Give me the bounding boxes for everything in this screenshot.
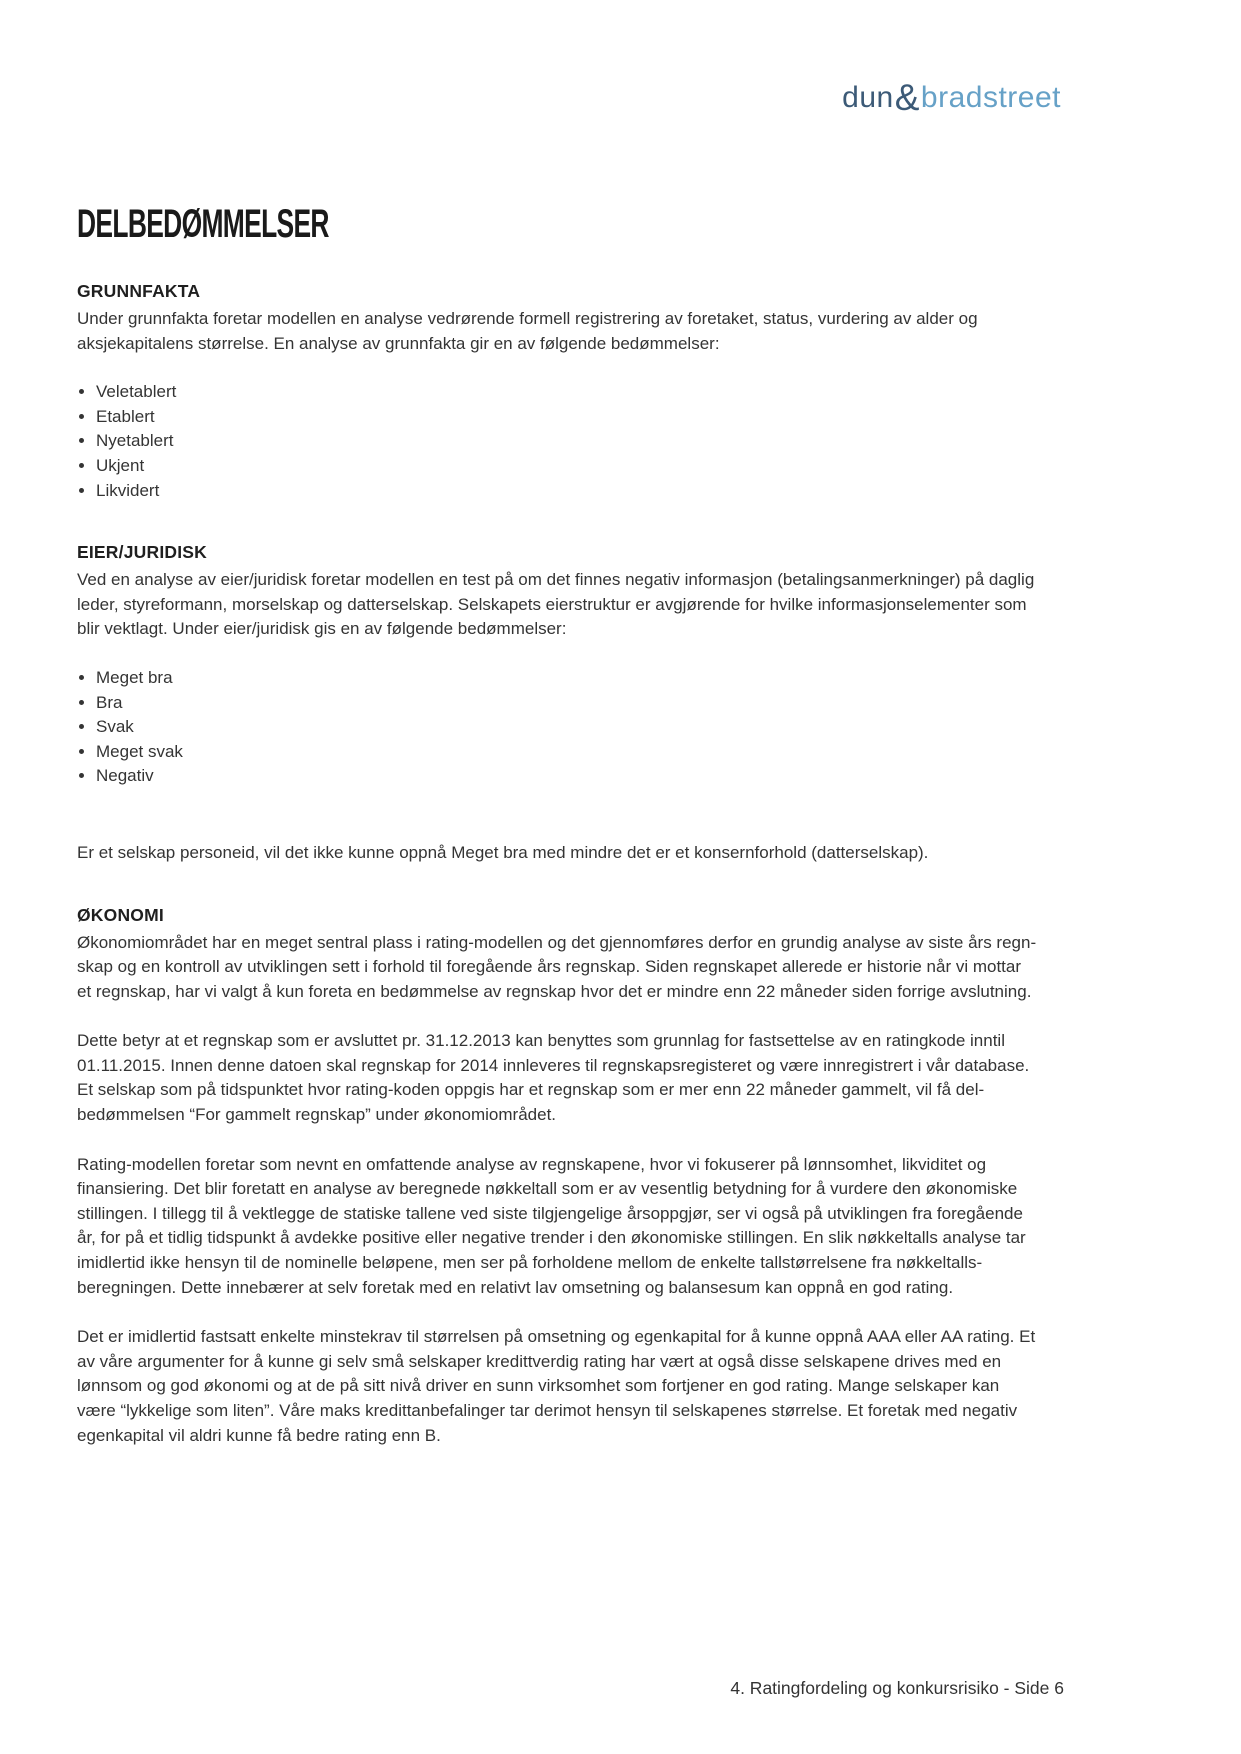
list-item: • Meget bra <box>96 666 1039 691</box>
section-intro-eier-juridisk: Ved en analyse av eier/juridisk foretar modellen en test på om det finnes negativ informasjon (betalingsanmerkninger) på daglig leder, styreformann, morselskap og datterselskap. Selskapets eierstruktur er avgjørende for hvilke informasjonselementer som blir vektlagt. Under eier/juridisk gis en av følgende bedømmelser: <box>77 570 1035 639</box>
section-intro-grunnfakta: Under grunnfakta foretar modellen en analyse vedrørende formell registrering av foretaket, status, vurdering av alder og aksjekapitalens størrelse. En analyse av grunnfakta gir en av følgende bedømmelser: <box>77 309 978 353</box>
list-item: • Veletablert <box>96 380 1039 405</box>
okonomi-paragraph: Det er imidlertid fastsatt enkelte minstekrav til størrelsen på omsetning og egenkapital for å kunne oppnå AAA eller AA rating. Et av våre argumenter for å kunne gi selv små selskaper kredittverdig rating har vært at også disse selskapene drives med en lønnsom og god økonomi og at de på sitt nivå driver en sunn virksomhet som fortjener en god rating. Mange selskaper kan være “lykkelige som liten”. Våre maks kredittanbefalinger tar derimot hensyn til selskapenes størrelse. Et foretak med negativ egenkapital vil aldri kunne få bedre rating enn B. <box>77 1327 1036 1445</box>
list-item: • Etablert <box>96 405 1039 430</box>
list-item: • Nyetablert <box>96 429 1039 454</box>
logo-text-bradstreet: bradstreet <box>920 81 1061 114</box>
page-footer: 4. Ratingfordeling og konkursrisiko - Side 6 <box>730 1678 1064 1698</box>
okonomi-paragraph: Økonomiområdet har en meget sentral plass i rating-modellen og det gjennomføres derfor en grundig analyse av siste års regn- skap og en kontroll av utviklingen sett i forhold til foregående års regnskap. Siden regnskapet allerede er historie når vi mottar et regnskap, har vi valgt å kun foreta en bedømmelse av regnskap hvor det er mindre enn 22 måneder siden forrige avslutning. <box>77 932 1037 1001</box>
list-item: • Negativ <box>96 764 1039 789</box>
document-content <box>77 0 1039 1448</box>
okonomi-paragraph: Dette betyr at et regnskap som er avsluttet pr. 31.12.2013 kan benyttes som grunnlag for fastsettelse av en ratingkode inntil 01.11.2015. Innen denne datoen skal regnskap for 2014 innleveres til regnskapsregisteret og være innregistrert i vår database. Et selskap som på tidspunktet hvor rating-koden oppgis har et regnskap som er mer enn 22 måneder gammelt, vil få del- bedømmelsen “For gammelt regnskap” under økonomiområdet. <box>77 1031 1030 1125</box>
okonomi-paragraph: Rating-modellen foretar som nevnt en omfattende analyse av regnskapene, hvor vi fokuserer på lønnsomhet, likviditet og finansiering. Det blir foretatt en analyse av beregnede nøkkeltall som er av vesentlig betydning for å vurdere den økonomiske stillingen. I tillegg til å vektlegge de statiske tallene ved siste tilgjengelige årsoppgjør, ser vi også på utviklingen fra foregående år, for på et tidlig tidspunkt å avdekke positive eller negative trender i den økonomiske stillingen. En slik nøkkeltalls analyse tar imidlertid ikke hensyn til de nominelle beløpene, men ser på forholdene mellom de enkelte tallstørrelsene fra nøkkeltalls- beregningen. Dette innebærer at selv foretak med en relativt lav omsetning og balansesum kan oppnå en god rating. <box>77 1154 1026 1297</box>
section-okonomi <box>77 904 1039 1449</box>
section-heading-eier-juridisk: EIER/JURIDISK <box>77 542 207 563</box>
eier-juridisk-note: Er et selskap personeid, vil det ikke kunne oppnå Meget bra med mindre det er et konsernforhold (datterselskap). <box>77 842 929 862</box>
section-eier-juridisk <box>77 541 1039 865</box>
list-item: • Ukjent <box>96 454 1039 479</box>
list-item: • Likvidert <box>96 479 1039 504</box>
logo-text-dun: dun <box>842 81 894 114</box>
grunnfakta-bullet-list <box>77 380 1039 503</box>
eier-juridisk-bullet-list <box>77 666 1039 789</box>
list-item: • Meget svak <box>96 740 1039 765</box>
section-grunnfakta <box>77 280 1039 503</box>
section-heading-okonomi: ØKONOMI <box>77 904 164 925</box>
section-heading-grunnfakta: GRUNNFAKTA <box>77 281 201 301</box>
list-item: • Svak <box>96 715 1039 740</box>
list-item: • Bra <box>96 691 1039 716</box>
page-title: DELBEDØMMELSER <box>77 202 329 246</box>
logo-ampersand-icon: & <box>894 77 920 118</box>
